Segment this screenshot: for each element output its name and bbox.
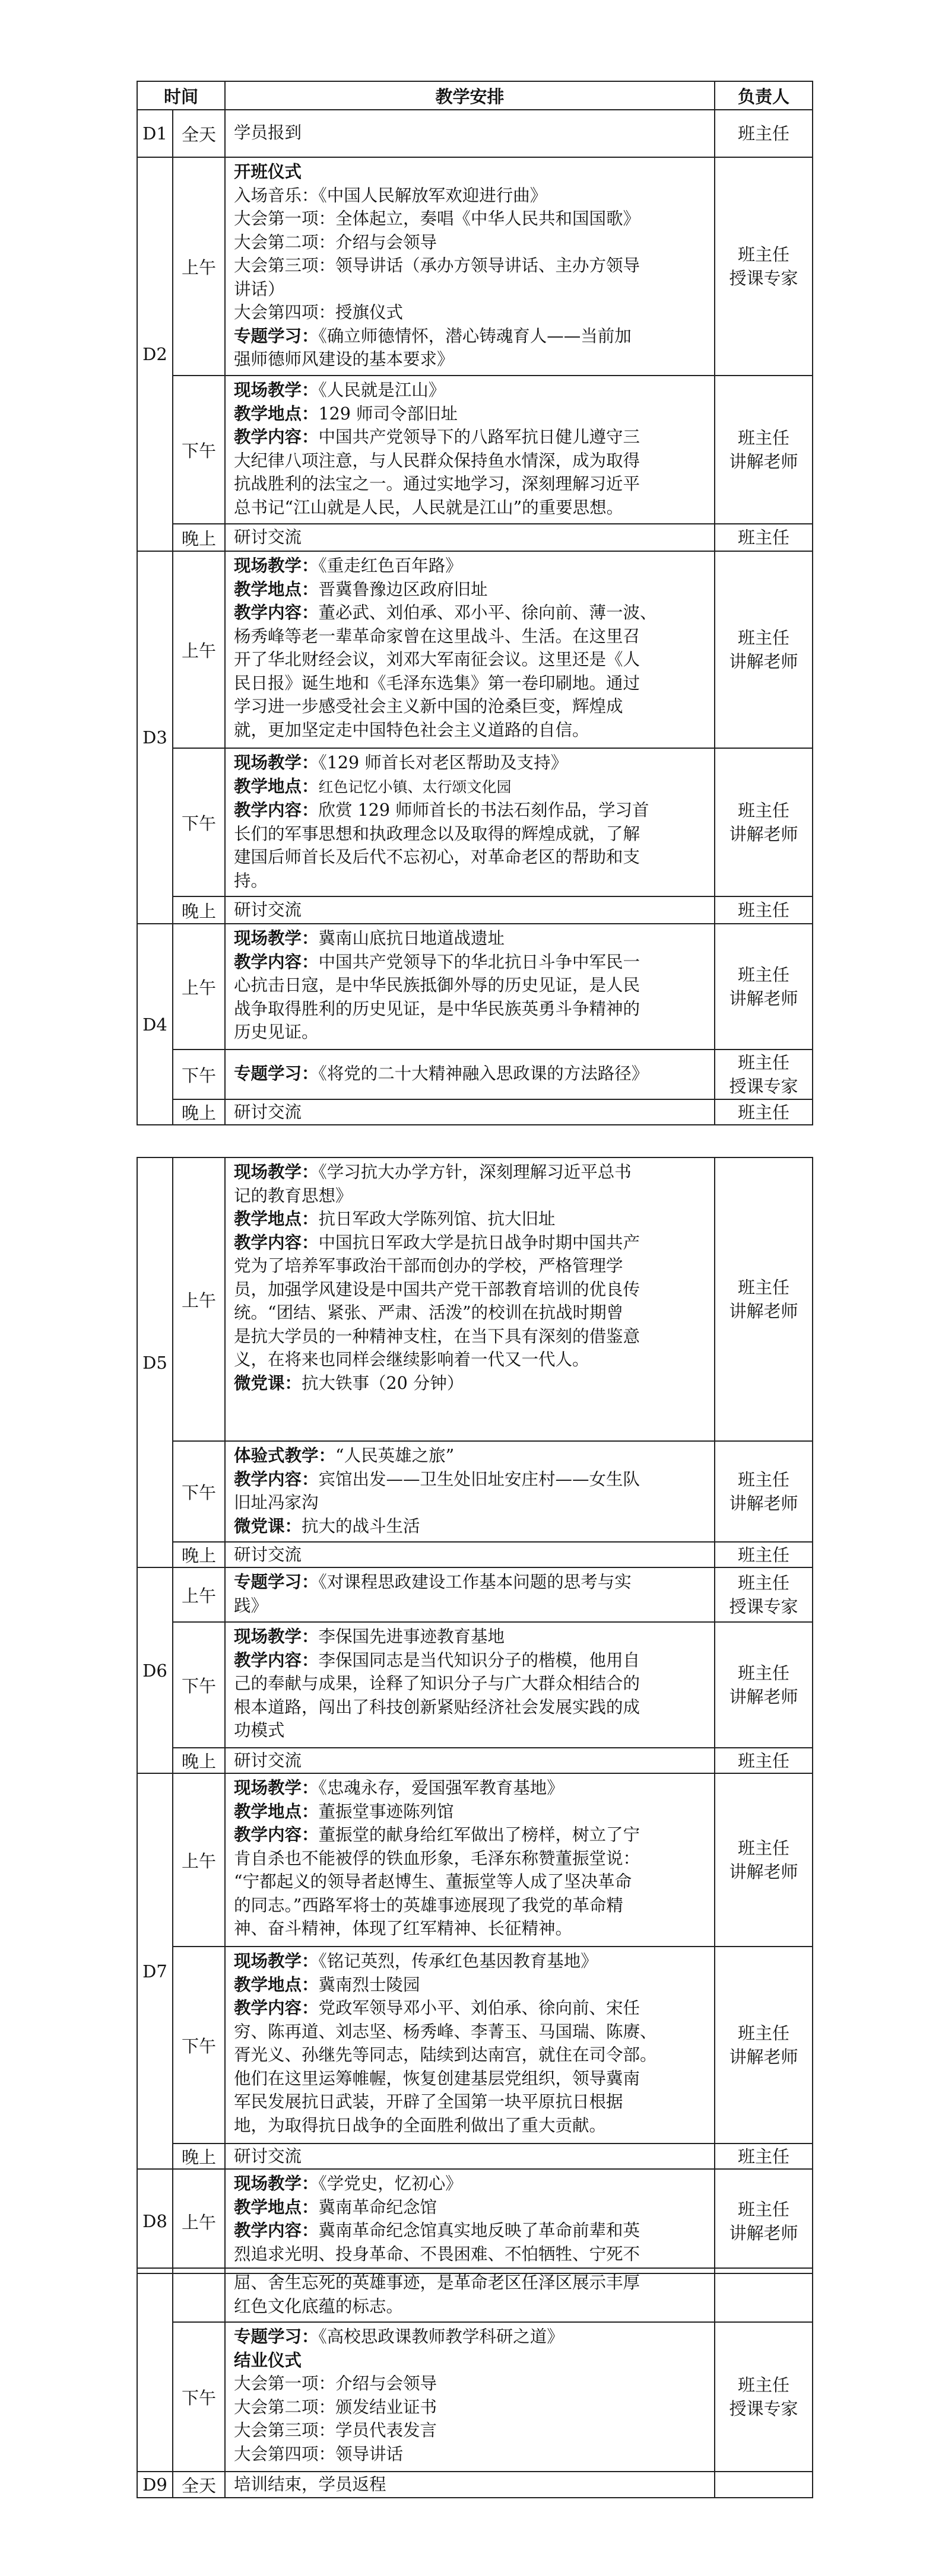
topic-label: 专题学习：: [234, 1063, 319, 1084]
plan-cell: [225, 2169, 715, 2273]
lead-name: 班主任: [737, 123, 789, 144]
plan-line: 开了华北财经会议，刘邓大军南征会议。这里还是《人: [234, 650, 640, 669]
plan-line: 心抗击日寇，是中华民族抵御外辱的历史见证，是人民: [234, 975, 640, 995]
day-label: D3: [137, 551, 173, 924]
plan-cell: [225, 1947, 715, 2144]
lead-cell: [715, 524, 813, 551]
content-label: 教学内容：: [234, 800, 319, 820]
site-label: 现场教学：: [234, 928, 319, 948]
plan-line: 入场音乐：《中国人民解放军欢迎进行曲》: [234, 185, 547, 205]
plan-line: 《学习抗大办学方针，深刻理解习近平总书: [318, 1162, 632, 1182]
table-row: [137, 1567, 813, 1622]
content-label: 教学内容：: [234, 2220, 319, 2240]
plan-line: 大会第三项：领导讲话（承办方领导讲话、主办方领导: [234, 256, 640, 275]
table-row: [137, 2169, 813, 2273]
lead-name: 班主任: [737, 2199, 789, 2219]
plan-line: 《重走红色百年路》: [318, 556, 462, 575]
content-label: 教学内容：: [234, 1824, 319, 1844]
topic-label: 专题学习：: [234, 1572, 319, 1592]
table-row: [137, 1099, 813, 1125]
plan-line: “宁都起义的领导者赵博生、董振堂等人成了坚决革命: [234, 1872, 632, 1891]
plan-line: “人民英雄之旅”: [335, 1446, 455, 1465]
day-label: D8: [137, 2169, 173, 2273]
period-label: 上午: [173, 924, 225, 1050]
plan-cell: [225, 1157, 715, 1441]
table-row: [137, 1622, 813, 1748]
table-row: [137, 1773, 813, 1947]
plan-line: 他们在这里运筹帷幄，恢复创建基层党组织，领导冀南: [234, 2068, 640, 2088]
lead-name: 班主任: [737, 628, 789, 648]
plan-line: 学习进一步感受社会主义新中国的沧桑巨变，辉煌成: [234, 697, 623, 716]
opening-ceremony-heading: 开班仪式: [234, 161, 302, 182]
plan-line: 就，更加坚定走中国特色社会主义道路的自信。: [234, 720, 589, 740]
plan-line: 李保国先进事迹教育基地: [318, 1627, 505, 1646]
lead-cell: [715, 1441, 813, 1542]
content-label: 教学内容：: [234, 602, 319, 622]
plan-line: 《学党史，忆初心》: [318, 2174, 462, 2193]
plan-line: 董必武、刘伯承、邓小平、徐向前、薄一波、: [318, 603, 657, 622]
content-label: 教学内容：: [234, 1232, 319, 1252]
period-label: 上午: [173, 1157, 225, 1441]
plan-cell: [225, 157, 715, 376]
plan-line: 战争取得胜利的历史见证，是中华民族英勇斗争精神的: [234, 998, 640, 1019]
plan-line: 神、奋斗精神，体现了红军精神、长征精神。: [234, 1919, 573, 1938]
plan-cell: [225, 896, 715, 924]
day-label-continued: [137, 2268, 173, 2472]
site-label: 现场教学：: [234, 1162, 319, 1182]
place-label: 教学地点：: [234, 775, 319, 796]
period-label: 晚上: [173, 1542, 225, 1567]
header-plan: 教学安排: [225, 81, 715, 110]
plan-line: 大会第二项：介绍与会领导: [234, 232, 437, 252]
plan-line: 党政军领导邓小平、刘伯承、徐向前、宋任: [318, 1998, 640, 2018]
lead-cell: [715, 896, 813, 924]
plan-line: 大会第三项：学员代表发言: [234, 2421, 437, 2440]
plan-line: 大会第一项：全体起立，奏唱《中华人民共和国国歌》: [234, 209, 640, 228]
plan-line: 杨秀峰等老一辈革命家曾在这里战斗、生活。在这里召: [234, 626, 640, 646]
lead-cell: [715, 551, 813, 748]
site-label: 现场教学：: [234, 1777, 319, 1798]
plan-cell: [225, 2268, 715, 2322]
period-label: 下午: [173, 1441, 225, 1542]
plan-line: 《铭记英烈，传承红色基因教育基地》: [318, 1951, 598, 1971]
plan-line: 冀南山底抗日地道战遗址: [318, 928, 505, 948]
period-label: 晚上: [173, 896, 225, 924]
site-label: 现场教学：: [234, 555, 319, 575]
plan-cell: [225, 1622, 715, 1748]
lead-name: 授课专家: [729, 2399, 798, 2419]
lead-cell: [715, 1157, 813, 1441]
lead-cell: [715, 2472, 813, 2498]
lead-name: 班主任: [737, 2375, 789, 2395]
plan-cell: [225, 1099, 715, 1125]
schedule-page-2: [137, 1157, 813, 2274]
table-row: [137, 896, 813, 924]
table-row: [137, 157, 813, 376]
lead-name: 讲解老师: [729, 451, 798, 472]
lead-name: 班主任: [737, 1750, 789, 1771]
site-label: 现场教学：: [234, 2173, 319, 2193]
lead-name: 班主任: [737, 900, 789, 920]
plan-cell: [225, 524, 715, 551]
table-row: [137, 1748, 813, 1773]
table-row: [137, 524, 813, 551]
day-label: D2: [137, 157, 173, 551]
site-label: 现场教学：: [234, 380, 319, 400]
period-label: 晚上: [173, 2144, 225, 2169]
lead-cell: [715, 1567, 813, 1622]
plan-line: 《129 师首长对老区帮助及支持》: [318, 753, 568, 772]
plan-line: 《将党的二十大精神融入思政课的方法路径》: [318, 1064, 649, 1084]
lead-name: 授课专家: [729, 268, 798, 288]
period-label: 下午: [173, 2322, 225, 2472]
plan-line: 讲话）: [234, 279, 285, 299]
lead-cell: [715, 376, 813, 524]
table-row: [137, 1441, 813, 1542]
lead-name: 班主任: [737, 1544, 789, 1565]
plan-cell: [225, 110, 715, 157]
plan-line: 民日报》诞生地和《毛泽东选集》第一卷印刷地。通过: [234, 673, 640, 693]
lead-name: 班主任: [737, 800, 789, 820]
plan-line: 董振堂的献身给红军做出了榜样，树立了宁: [318, 1825, 640, 1844]
period-label: 上午: [173, 2169, 225, 2273]
lead-name: 讲解老师: [729, 1493, 798, 1513]
plan-line: 抗日军政大学陈列馆、抗大旧址: [318, 1209, 556, 1229]
site-label: 现场教学：: [234, 752, 319, 772]
period-label: 上午: [173, 1567, 225, 1622]
lead-name: 讲解老师: [729, 2223, 798, 2243]
plan-line: 义，在将来也同样会继续影响着一代又一代人。: [234, 1350, 589, 1369]
lead-name: 班主任: [737, 244, 789, 265]
place-label: 教学地点：: [234, 403, 319, 424]
lead-cell: [715, 110, 813, 157]
lead-name: 班主任: [737, 1052, 789, 1073]
plan-line: 功模式: [234, 1720, 285, 1740]
plan-line: 中国抗日军政大学是抗日战争时期中国共产: [318, 1232, 640, 1252]
day-label: D6: [137, 1567, 173, 1773]
plan-cell: [225, 2322, 715, 2472]
place-label: 教学地点：: [234, 578, 319, 599]
lead-name: 讲解老师: [729, 1687, 798, 1707]
table-row: [137, 551, 813, 748]
plan-line: 晋冀鲁豫边区政府旧址: [318, 579, 488, 599]
content-label: 教学内容：: [234, 951, 319, 972]
table-row: [137, 110, 813, 157]
plan-line: 总书记“江山就是人民，人民就是江山”的重要思想。: [234, 497, 624, 517]
day-label: D9: [137, 2472, 173, 2498]
plan-line: 《确立师德情怀，潜心铸魂育人——当前加: [318, 326, 632, 346]
header-time: 时间: [137, 81, 225, 110]
micro-lesson-label: 微党课：: [234, 1372, 302, 1393]
plan-line: 军民发展抗日武装，开辟了全国第一块平原抗日根据: [234, 2092, 623, 2111]
place-label: 教学地点：: [234, 1974, 319, 1995]
plan-line: 129 师司令部旧址: [318, 403, 458, 424]
plan-text: 学员报到: [234, 123, 302, 143]
lead-name: 授课专家: [729, 1597, 798, 1617]
lead-cell: [715, 2144, 813, 2169]
plan-line: 肯自杀也不能被俘的铁血形象，毛泽东称赞董振堂说：: [234, 1848, 640, 1868]
plan-line: 培训结束，学员返程: [234, 2475, 386, 2495]
plan-line: 历史见证。: [234, 1022, 319, 1042]
plan-line: 大会第四项：授旗仪式: [234, 303, 404, 322]
period-label: 上午: [173, 157, 225, 376]
table-row: [137, 2472, 813, 2498]
lead-name: 讲解老师: [729, 1862, 798, 1882]
lead-cell: [715, 924, 813, 1050]
plan-line: 的同志。”西路军将士的英雄事迹展现了我党的革命精: [234, 1895, 623, 1915]
lead-cell: [715, 1622, 813, 1748]
lead-name: 讲解老师: [729, 2047, 798, 2067]
plan-line: 员，加强学风建设是中国共产党干部教育培训的优良传: [234, 1279, 640, 1299]
plan-line: 中国共产党领导下的华北抗日斗争中军民一: [318, 952, 640, 972]
plan-line: 旧址冯家沟: [234, 1493, 319, 1512]
plan-line: 践》: [234, 1595, 268, 1615]
lead-name: 讲解老师: [729, 1301, 798, 1321]
plan-line: 红色文化底蕴的标志。: [234, 2296, 404, 2316]
plan-line: 记的教育思想》: [234, 1185, 353, 1206]
plan-line: 冀南革命纪念馆: [318, 2197, 437, 2217]
period-label: 下午: [173, 748, 225, 896]
plan-line: 屈、舍生忘死的英雄事迹，是革命老区任泽区展示丰厚: [234, 2273, 640, 2292]
lead-name: 班主任: [737, 428, 789, 448]
plan-cell: [225, 2472, 715, 2498]
period-label: 下午: [173, 1947, 225, 2144]
lead-name: 班主任: [737, 1573, 789, 1593]
period-label-continued: [173, 2268, 225, 2322]
lead-name: 班主任: [737, 1838, 789, 1858]
lead-cell: [715, 2169, 813, 2273]
table-row: [137, 1157, 813, 1441]
table-header-row: [137, 81, 813, 110]
lead-cell: [715, 157, 813, 376]
period-label: 上午: [173, 551, 225, 748]
plan-line: 长们的军事思想和执政理念以及取得的辉煌成就，了解: [234, 823, 640, 844]
plan-line: 统。“团结、紧张、严肃、活泼”的校训在抗战时期曾: [234, 1303, 624, 1322]
header-lead: 负责人: [715, 81, 813, 110]
plan-line: 李保国同志是当代知识分子的楷模，他用自: [318, 1650, 640, 1670]
place-label: 教学地点：: [234, 2196, 319, 2217]
table-row: [137, 748, 813, 896]
table-row: [137, 2268, 813, 2322]
lead-name: 班主任: [737, 1277, 789, 1297]
lead-cell: [715, 1050, 813, 1099]
topic-label: 专题学习：: [234, 325, 319, 346]
table-row: [137, 2322, 813, 2472]
schedule-table-1: [137, 81, 813, 1125]
content-label: 教学内容：: [234, 427, 319, 447]
plan-cell: [225, 2144, 715, 2169]
plan-line: 红色记忆小镇、太行颂文化园: [318, 778, 512, 796]
plan-cell: [225, 924, 715, 1050]
plan-line: 研讨交流: [234, 900, 302, 920]
period-label: 上午: [173, 1773, 225, 1947]
plan-line: 研讨交流: [234, 1102, 302, 1122]
plan-line: 《忠魂永存，爱国强军教育基地》: [318, 1778, 564, 1798]
table-row: [137, 1050, 813, 1099]
period-label: 全天: [173, 2472, 225, 2498]
lead-cell: [715, 1542, 813, 1567]
plan-line: 根本道路，闯出了科技创新紧贴经济社会发展实践的成: [234, 1697, 640, 1717]
lead-cell: [715, 2322, 813, 2472]
table-row: [137, 1947, 813, 2144]
period-label: 下午: [173, 1050, 225, 1099]
lead-name: 讲解老师: [729, 824, 798, 844]
plan-cell: [225, 1441, 715, 1542]
plan-line: 董振堂事迹陈列馆: [318, 1801, 454, 1821]
lead-cell: [715, 1099, 813, 1125]
period-label: 全天: [173, 110, 225, 157]
day-label: D5: [137, 1157, 173, 1567]
closing-ceremony-heading: 结业仪式: [234, 2349, 302, 2370]
lead-cell: [715, 748, 813, 896]
plan-line: 己的奉献与成果，诠释了知识分子与广大群众相结合的: [234, 1674, 640, 1693]
place-label: 教学地点：: [234, 1209, 319, 1229]
plan-line: 冀南烈士陵园: [318, 1974, 420, 1995]
table-row: [137, 376, 813, 524]
plan-line: 抗大的战斗生活: [302, 1516, 420, 1536]
plan-line: 研讨交流: [234, 527, 302, 548]
plan-cell: [225, 1542, 715, 1567]
plan-line: 宾馆出发——卫生处旧址安庄村——女生队: [318, 1469, 640, 1489]
plan-line: 研讨交流: [234, 1750, 302, 1770]
period-label: 下午: [173, 1622, 225, 1748]
lead-name: 班主任: [737, 1663, 789, 1683]
plan-line: 是抗大学员的一种精神支柱，在当下具有深刻的借鉴意: [234, 1326, 640, 1346]
lead-name: 讲解老师: [729, 988, 798, 1009]
micro-lesson-label: 微党课：: [234, 1515, 302, 1536]
plan-line: 持。: [234, 870, 268, 891]
plan-line: 抗大铁事（20 分钟）: [302, 1373, 464, 1393]
experience-label: 体验式教学：: [234, 1445, 336, 1465]
plan-cell: [225, 1050, 715, 1099]
table-row: [137, 924, 813, 1050]
plan-line: 欣赏 129 师师首长的书法石刻作品，学习首: [318, 800, 649, 820]
plan-cell: [225, 376, 715, 524]
lead-name: 班主任: [737, 2146, 789, 2167]
place-label: 教学地点：: [234, 1801, 319, 1821]
content-label: 教学内容：: [234, 1468, 319, 1489]
plan-cell: [225, 1748, 715, 1773]
plan-line: 烈追求光明、投身革命、不畏困难、不怕牺牲、宁死不: [234, 2244, 640, 2264]
plan-line: 《人民就是江山》: [318, 380, 446, 400]
day-label: D1: [137, 110, 173, 157]
schedule-page-1: [137, 81, 813, 1125]
schedule-page-3: [137, 2267, 813, 2498]
plan-line: 研讨交流: [234, 2146, 302, 2166]
plan-line: 大会第一项：介绍与会领导: [234, 2374, 437, 2393]
plan-line: 胥光义、孙继先等同志，陆续到达南宫，就住在司令部。: [234, 2045, 657, 2065]
plan-line: 研讨交流: [234, 1544, 302, 1564]
site-label: 现场教学：: [234, 1626, 319, 1646]
lead-cell: [715, 1773, 813, 1947]
plan-line: 建国后师首长及后代不忘初心，对革命老区的帮助和支: [234, 847, 640, 867]
plan-line: 强师德师风建设的基本要求》: [234, 349, 454, 369]
lead-cell: [715, 1947, 813, 2144]
period-label: 晚上: [173, 524, 225, 551]
plan-line: 抗战胜利的法宝之一。通过实地学习，深刻理解习近平: [234, 474, 640, 494]
lead-name: 授课专家: [729, 1076, 798, 1096]
lead-name: 讲解老师: [729, 651, 798, 672]
schedule-table-2: [137, 1157, 813, 2274]
plan-cell: [225, 1773, 715, 1947]
table-row: [137, 2144, 813, 2169]
plan-line: 大纪律八项注意，与人民群众保持鱼水情深，成为取得: [234, 450, 640, 470]
plan-line: 穷、陈再道、刘志坚、杨秀峰、李菁玉、马国瑞、陈赓、: [234, 2021, 657, 2041]
topic-label: 专题学习：: [234, 2326, 319, 2346]
schedule-table-3: [137, 2267, 813, 2498]
plan-cell: [225, 1567, 715, 1622]
lead-name: 班主任: [737, 527, 789, 548]
plan-line: 大会第四项：领导讲话: [234, 2444, 404, 2464]
table-row: [137, 1542, 813, 1567]
period-label: 晚上: [173, 1748, 225, 1773]
plan-line: 《对课程思政建设工作基本问题的思考与实: [318, 1572, 632, 1592]
lead-name: 班主任: [737, 965, 789, 985]
day-label: D4: [137, 924, 173, 1125]
plan-line: 地，为取得抗日战争的全面胜利做出了重大贡献。: [234, 2115, 607, 2135]
lead-name: 班主任: [737, 2023, 789, 2043]
lead-name: 班主任: [737, 1470, 789, 1490]
lead-cell: [715, 2268, 813, 2322]
lead-cell: [715, 1748, 813, 1773]
content-label: 教学内容：: [234, 1649, 319, 1670]
plan-line: 大会第二项：颁发结业证书: [234, 2397, 437, 2417]
period-label: 下午: [173, 376, 225, 524]
content-label: 教学内容：: [234, 1998, 319, 2018]
plan-line: 中国共产党领导下的八路军抗日健儿遵守三: [318, 427, 640, 447]
site-label: 现场教学：: [234, 1951, 319, 1971]
plan-line: 冀南革命纪念馆真实地反映了革命前辈和英: [318, 2221, 640, 2240]
lead-name: 班主任: [737, 1102, 789, 1122]
plan-line: 《高校思政课教师教学科研之道》: [318, 2327, 564, 2346]
period-label: 晚上: [173, 1099, 225, 1125]
plan-cell: [225, 748, 715, 896]
day-label: D7: [137, 1773, 173, 2169]
plan-cell: [225, 551, 715, 748]
plan-line: 党为了培养军事政治干部而创办的学校，严格管理学: [234, 1256, 623, 1276]
